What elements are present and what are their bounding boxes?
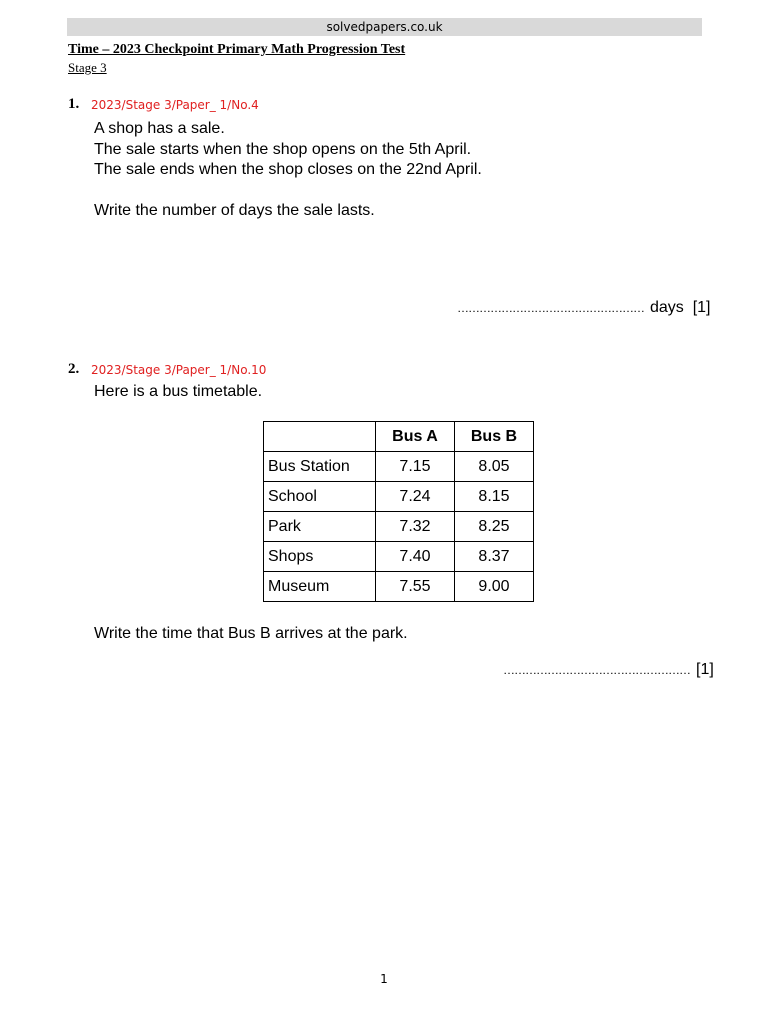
stop-name-cell: Park: [264, 512, 376, 542]
question-1-line: The sale ends when the shop closes on the 22nd April.: [94, 161, 482, 178]
site-name: solvedpapers.co.uk: [326, 20, 443, 34]
question-2-instruction: Write the time that Bus B arrives at the park.: [94, 625, 408, 642]
marks-label: [1]: [696, 661, 714, 678]
stop-name-cell: Museum: [264, 572, 376, 602]
table-header-cell: Bus A: [376, 422, 455, 452]
bus-a-time-cell: 7.55: [376, 572, 455, 602]
bus-b-time-cell: 8.15: [455, 482, 534, 512]
question-2-reference: 2023/Stage 3/Paper_ 1/No.10: [91, 363, 267, 377]
answer-dots: ……………………………………………: [503, 663, 690, 677]
marks-label: [1]: [692, 299, 711, 316]
question-1-number: 1.: [68, 96, 80, 112]
table-row: [264, 542, 534, 572]
bus-a-time-cell: 7.15: [376, 452, 455, 482]
document-title: Time – 2023 Checkpoint Primary Math Progression Test: [68, 42, 406, 57]
table-header-cell: [264, 422, 376, 452]
answer-unit: days: [650, 299, 684, 316]
bus-b-time-cell: 8.05: [455, 452, 534, 482]
question-2-number: 2.: [68, 361, 80, 377]
bus-a-time-cell: 7.24: [376, 482, 455, 512]
question-1-answer-line[interactable]: [457, 299, 710, 317]
stop-name-cell: School: [264, 482, 376, 512]
bus-b-time-cell: 8.37: [455, 542, 534, 572]
page-number: 1: [380, 972, 388, 986]
question-1-line: A shop has a sale.: [94, 120, 225, 137]
question-1-instruction: Write the number of days the sale lasts.: [94, 202, 375, 219]
bus-timetable: [263, 421, 534, 602]
bus-b-time-cell: 9.00: [455, 572, 534, 602]
bus-a-time-cell: 7.32: [376, 512, 455, 542]
answer-dots: ……………………………………………: [457, 301, 644, 315]
site-header: [67, 18, 702, 36]
stop-name-cell: Shops: [264, 542, 376, 572]
question-1-reference: 2023/Stage 3/Paper_ 1/No.4: [91, 98, 259, 112]
table-row: [264, 482, 534, 512]
table-row: [264, 452, 534, 482]
question-2-intro: Here is a bus timetable.: [94, 383, 263, 400]
table-header-row: [264, 422, 534, 452]
bus-b-time-cell: 8.25: [455, 512, 534, 542]
table-row: [264, 572, 534, 602]
table-row: [264, 512, 534, 542]
stop-name-cell: Bus Station: [264, 452, 376, 482]
bus-a-time-cell: 7.40: [376, 542, 455, 572]
question-2-answer-line[interactable]: [503, 661, 714, 679]
table-header-cell: Bus B: [455, 422, 534, 452]
question-1-text: [94, 119, 482, 181]
question-1-line: The sale starts when the shop opens on the 5th April.: [94, 140, 472, 158]
document-stage: Stage 3: [68, 60, 107, 75]
